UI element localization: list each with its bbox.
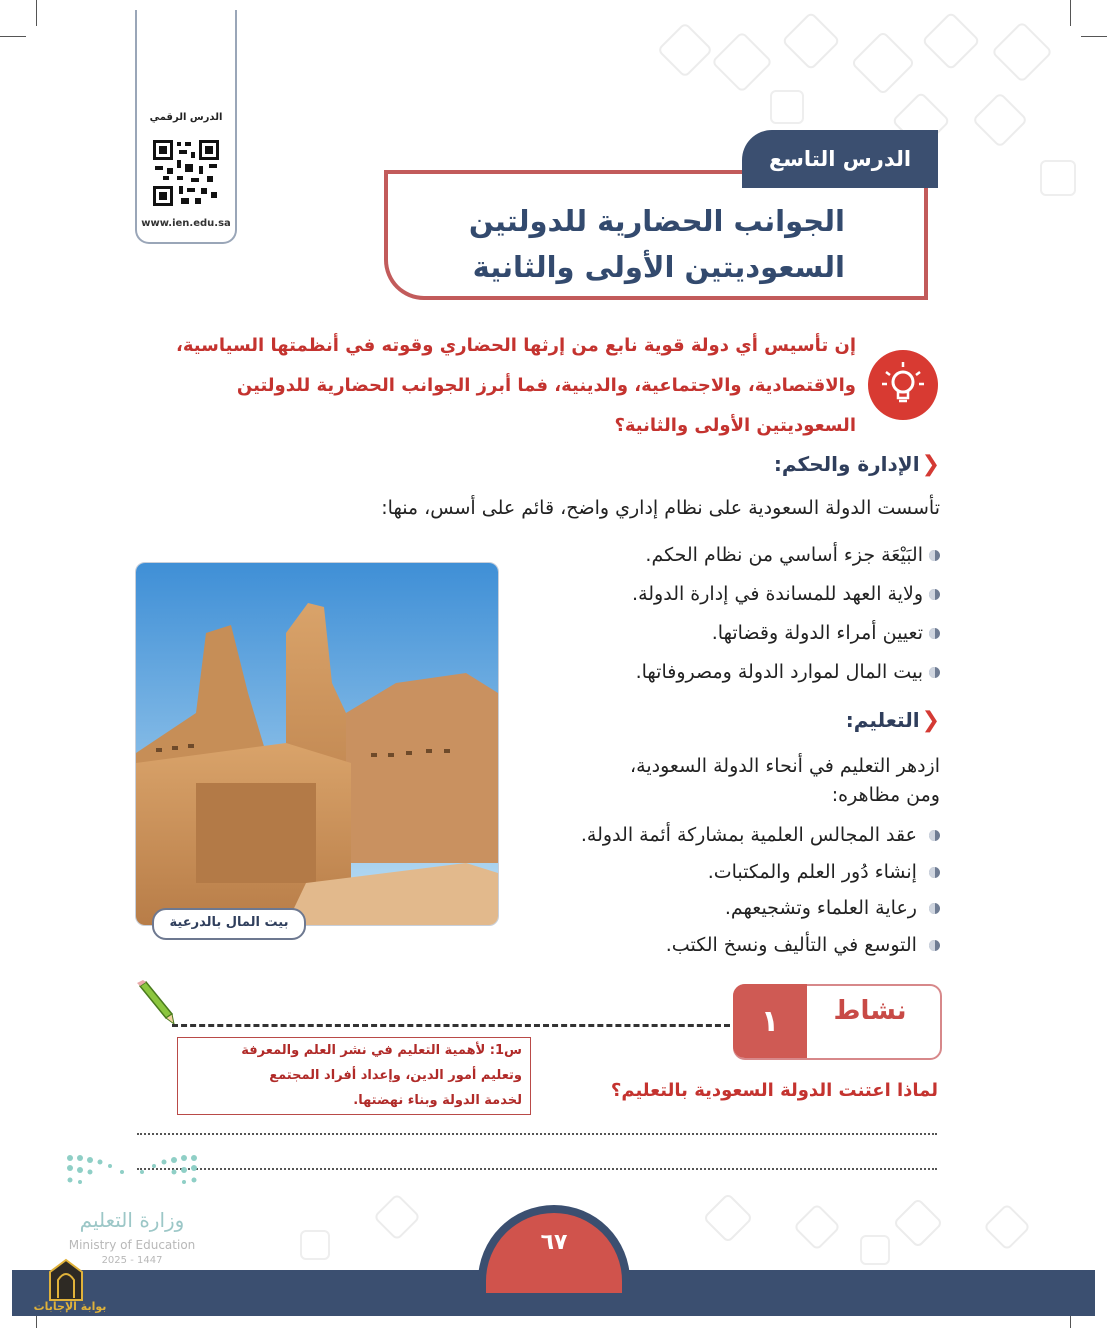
administration-list bbox=[520, 536, 940, 692]
bullet-icon bbox=[929, 550, 940, 561]
chevron-left-icon: ❮ bbox=[921, 708, 940, 733]
lesson-title-line: السعوديتين الأولى والثانية bbox=[472, 250, 845, 284]
list-item-text: بيت المال لموارد الدولة ومصروفاتها. bbox=[635, 661, 923, 683]
lesson-title bbox=[400, 198, 845, 290]
lesson-title-line: الجوانب الحضارية للدولتين bbox=[468, 204, 845, 238]
watermark-text: بوابة الإجابات bbox=[33, 1300, 107, 1313]
list-item bbox=[500, 817, 940, 854]
answer-line: وتعليم أمور الدين، وإعداد أفراد المجتمع bbox=[269, 1068, 522, 1083]
crop-mark bbox=[36, 0, 37, 26]
ministry-year: 2025 - 1447 bbox=[101, 1255, 163, 1266]
section-heading-text: التعليم: bbox=[845, 708, 920, 732]
lesson-number-tab: الدرس التاسع bbox=[742, 130, 938, 188]
bullet-icon bbox=[929, 667, 940, 678]
list-item-text: ولاية العهد للمساندة في إدارة الدولة. bbox=[632, 583, 923, 605]
list-item-text: التوسع في التأليف ونسخ الكتب. bbox=[665, 933, 917, 956]
bullet-icon bbox=[929, 830, 940, 841]
chevron-left-icon: ❮ bbox=[921, 452, 940, 477]
education-list bbox=[500, 817, 940, 963]
ministry-name-arabic: وزارة التعليم bbox=[79, 1208, 185, 1232]
list-item bbox=[520, 653, 940, 692]
ministry-name-english: Ministry of Education bbox=[68, 1238, 196, 1252]
education-lead bbox=[540, 752, 940, 810]
list-item-text: عقد المجالس العلمية بمشاركة أئمة الدولة. bbox=[580, 824, 917, 846]
intro-line: إن تأسيس أي دولة قوية نابع من إرثها الحضاري وقوته في أنظمتها السياسية، bbox=[176, 335, 856, 356]
list-item bbox=[520, 575, 940, 614]
list-item-text: إنشاء دُور العلم والمكتبات. bbox=[707, 860, 917, 883]
website-url[interactable]: www.ien.edu.sa bbox=[141, 218, 231, 229]
list-item bbox=[500, 890, 940, 927]
education-lead-line: ازدهر التعليم في أنحاء الدولة السعودية، bbox=[630, 755, 940, 777]
list-item bbox=[500, 854, 940, 891]
photo-bayt-al-mal bbox=[135, 562, 499, 926]
activity-label: نشاط bbox=[833, 996, 907, 1026]
list-item bbox=[520, 536, 940, 575]
crop-mark bbox=[0, 36, 26, 37]
list-item-text: تعيين أمراء الدولة وقضاتها. bbox=[711, 622, 923, 644]
intro-line: السعوديتين الأولى والثانية؟ bbox=[614, 415, 856, 436]
answer-box[interactable] bbox=[177, 1037, 531, 1115]
section-heading-administration bbox=[700, 452, 940, 477]
list-item bbox=[500, 927, 940, 964]
activity-question: لماذا اعتنت الدولة السعودية بالتعليم؟ bbox=[610, 1080, 938, 1101]
list-item bbox=[520, 614, 940, 653]
activity-number: ١ bbox=[733, 984, 807, 1058]
pencil-icon bbox=[132, 980, 176, 1026]
administration-lead: تأسست الدولة السعودية على نظام إداري واضح، قائم على أسس، منها: bbox=[381, 497, 940, 519]
list-item-text: رعاية العلماء وتشجيعهم. bbox=[724, 897, 917, 919]
bullet-icon bbox=[929, 903, 940, 914]
digital-lesson-label: الدرس الرقمي bbox=[149, 112, 223, 123]
crop-mark bbox=[1070, 0, 1071, 26]
answer-line: لخدمة الدولة وبناء نهضتها. bbox=[353, 1093, 522, 1108]
qr-code-icon[interactable] bbox=[151, 138, 221, 208]
watermark-logo-icon bbox=[46, 1258, 86, 1302]
bullet-icon bbox=[929, 628, 940, 639]
answer-line-dotted[interactable] bbox=[137, 1168, 937, 1170]
photo-caption: بيت المال بالدرعية bbox=[152, 908, 306, 940]
activity-divider bbox=[172, 1024, 730, 1027]
education-lead-line: ومن مظاهره: bbox=[831, 784, 940, 806]
page-number: ٦٧ bbox=[486, 1213, 622, 1293]
intro-line: والاقتصادية، والاجتماعية، والدينية، فما أبرز الجوانب الحضارية للدولتين bbox=[236, 375, 856, 396]
section-heading-education bbox=[700, 708, 940, 733]
section-heading-text: الإدارة والحكم: bbox=[773, 452, 920, 476]
bullet-icon bbox=[929, 589, 940, 600]
ministry-logo-icon bbox=[62, 1150, 202, 1200]
digital-lesson-card[interactable] bbox=[135, 10, 237, 244]
intro-question bbox=[130, 326, 856, 446]
list-item-text: البَيْعَة جزء أساسي من نظام الحكم. bbox=[645, 544, 923, 566]
bullet-icon bbox=[929, 867, 940, 878]
answer-line: س1: لأهمية التعليم في نشر العلم والمعرفة bbox=[241, 1043, 522, 1058]
crop-mark bbox=[1081, 36, 1107, 37]
answer-line-dotted[interactable] bbox=[137, 1133, 937, 1135]
bullet-icon bbox=[929, 940, 940, 951]
lightbulb-icon bbox=[868, 350, 938, 420]
